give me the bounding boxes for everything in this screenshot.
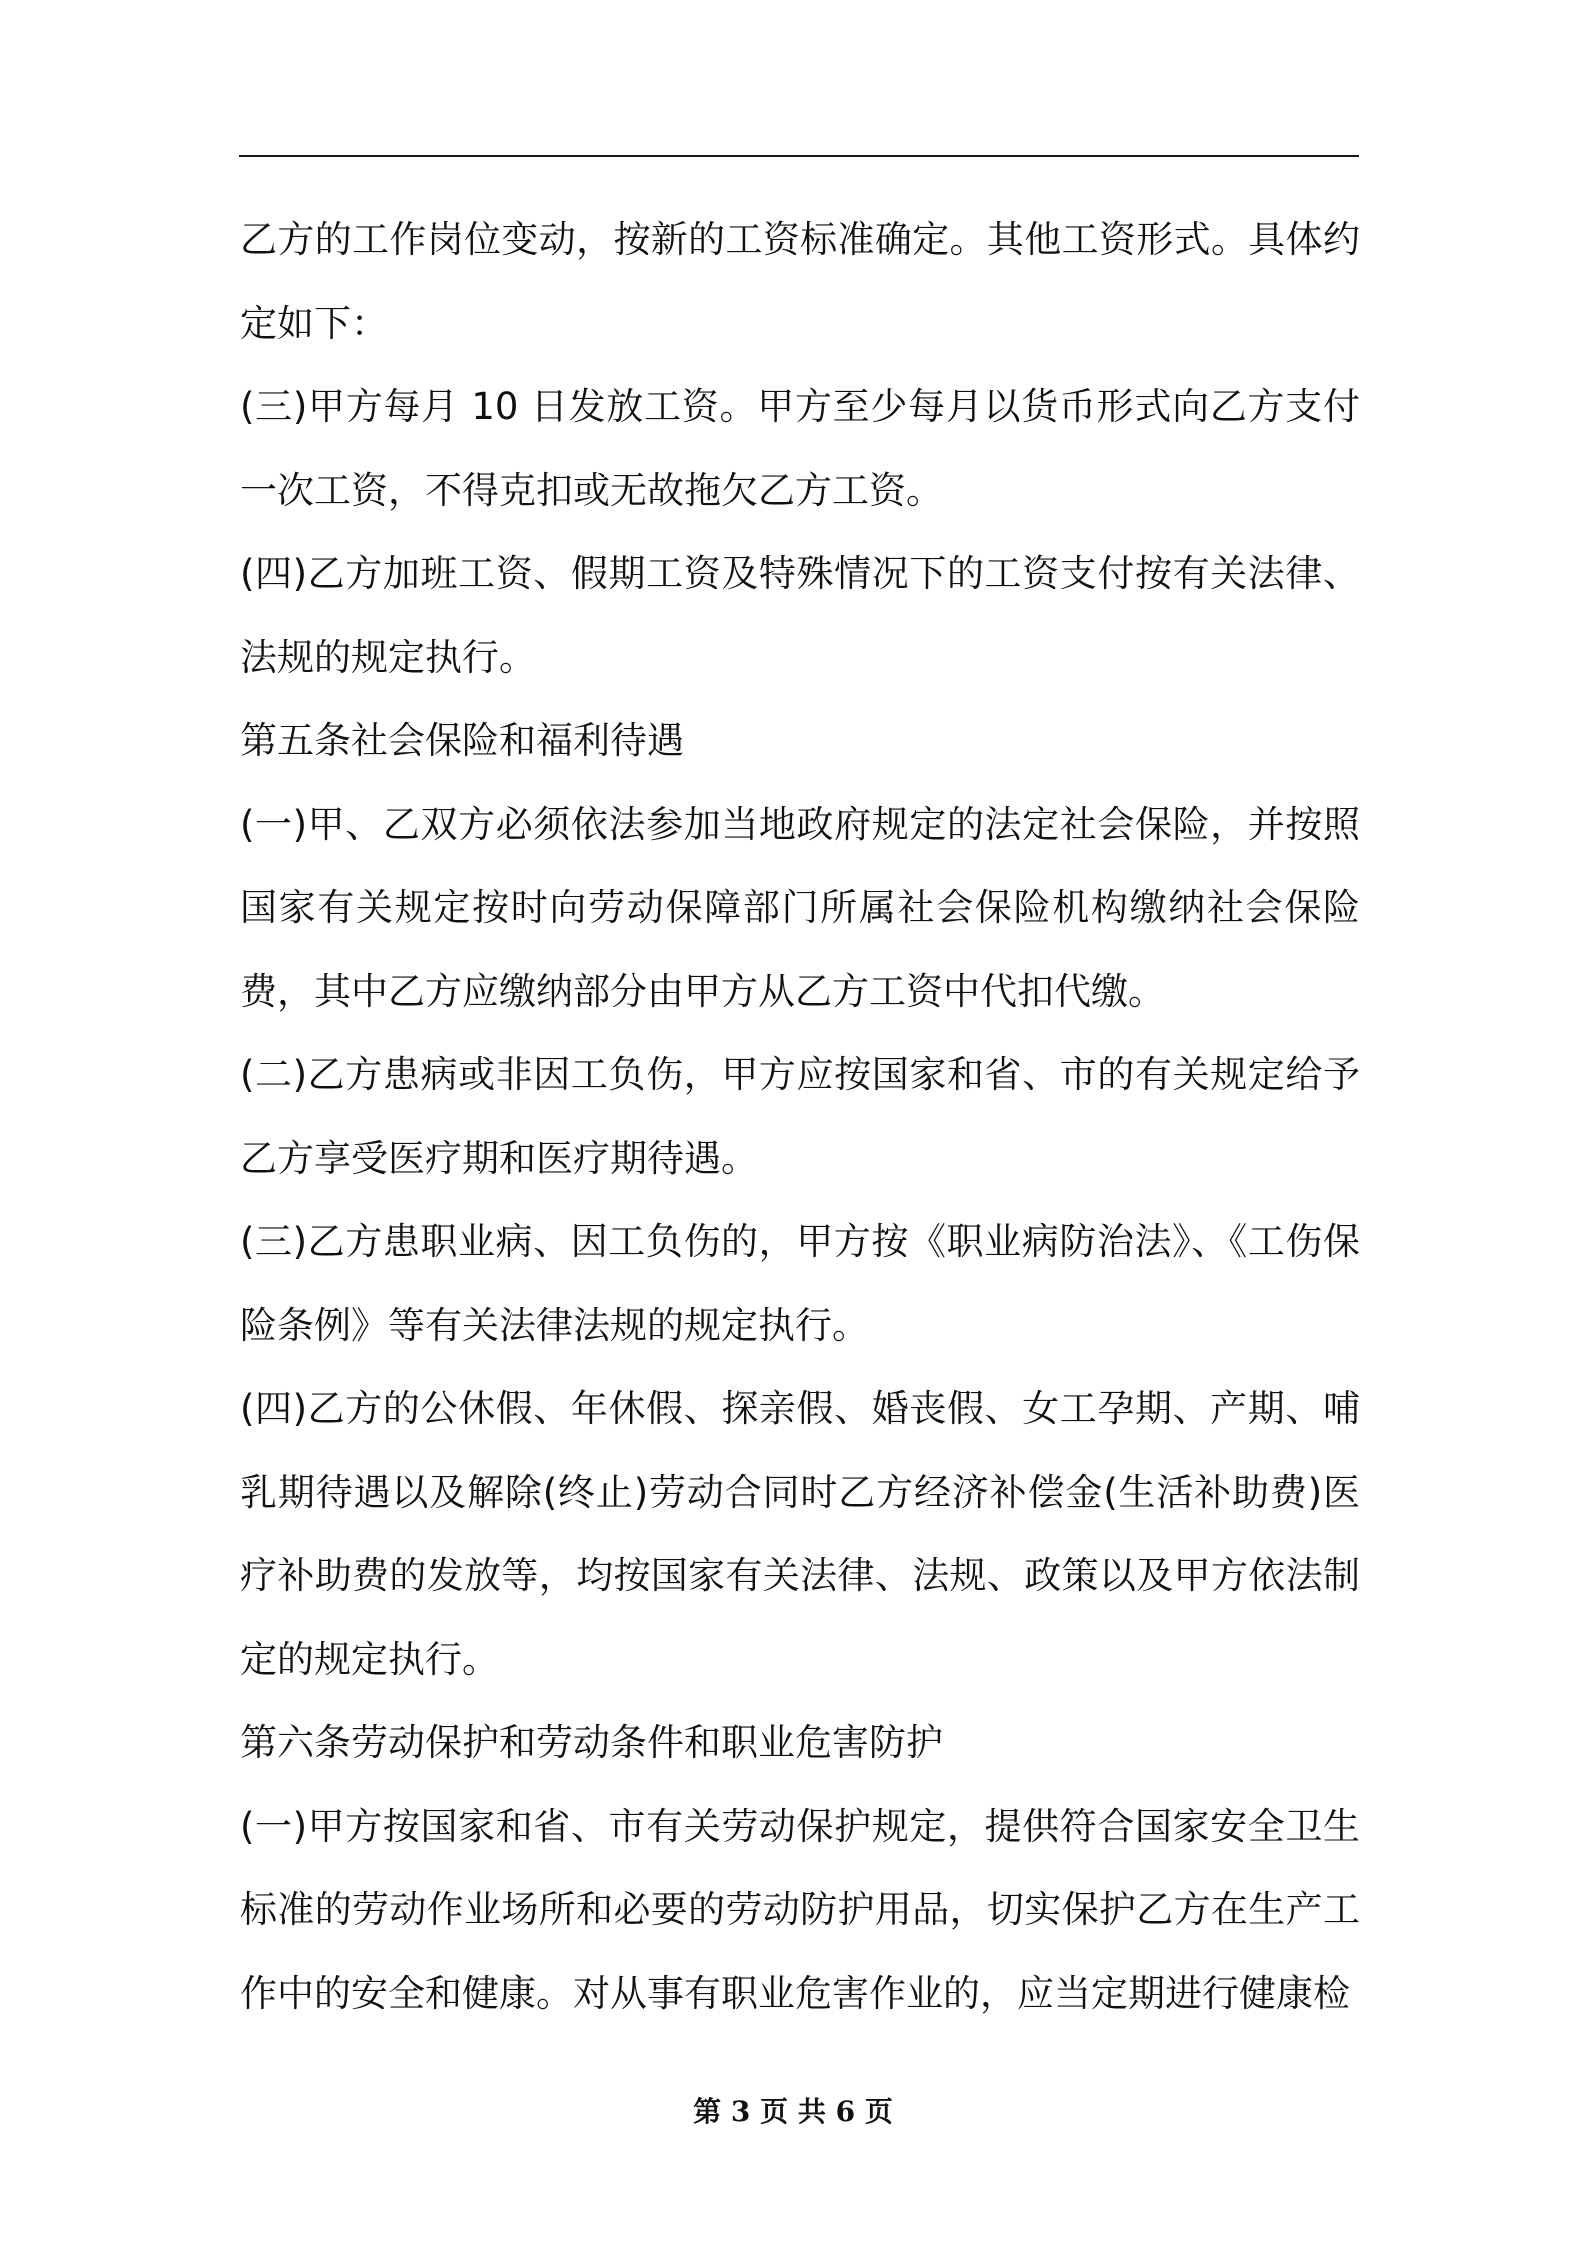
paragraph-occupational-disease: (三)乙方患职业病、因工负伤的，甲方按《职业病防治法》、《工伤保险条例》等有关法律法规的规定执行。	[240, 1220, 1360, 1347]
paragraph-sick-leave: (二)乙方患病或非因工负伤，甲方应按国家和省、市的有关规定给予乙方享受医疗期和医疗期待遇。	[240, 1053, 1360, 1180]
paragraph-salary-change: 乙方的工作岗位变动，按新的工资标准确定。其他工资形式。具体约定如下：	[240, 218, 1360, 345]
page-number-label: 第 3 页 共 6 页	[693, 2095, 893, 2128]
section-heading-article-5: 第五条社会保险和福利待遇	[240, 719, 684, 762]
paragraph-labor-protection: (一)甲方按国家和省、市有关劳动保护规定，提供符合国家安全卫生标准的劳动作业场所和必要的劳动防护用品，切实保护乙方在生产工作中的安全和健康。对从事有职业危害作业的，应当定期进行健康检	[240, 1804, 1360, 2015]
document-body	[240, 198, 1360, 2035]
paragraph-social-insurance: (一)甲、乙双方必须依法参加当地政府规定的法定社会保险，并按照国家有关规定按时向劳动保障部门所属社会保险机构缴纳社会保险费，其中乙方应缴纳部分由甲方从乙方工资中代扣代缴。	[240, 802, 1360, 1013]
paragraph-holidays-benefits: (四)乙方的公休假、年休假、探亲假、婚丧假、女工孕期、产期、哺乳期待遇以及解除(终止)劳动合同时乙方经济补偿金(生活补助费)医疗补助费的发放等，均按国家有关法律、法规、政策以及甲方依法制定的规定执行。	[240, 1387, 1360, 1681]
header-rule	[239, 155, 1359, 157]
page-footer	[0, 2092, 1586, 2132]
section-heading-article-6: 第六条劳动保护和劳动条件和职业危害防护	[240, 1721, 943, 1764]
paragraph-overtime-pay: (四)乙方加班工资、假期工资及特殊情况下的工资支付按有关法律、法规的规定执行。	[240, 552, 1360, 679]
paragraph-payday: (三)甲方每月 10 日发放工资。甲方至少每月以货币形式向乙方支付一次工资，不得克扣或无故拖欠乙方工资。	[240, 385, 1360, 512]
